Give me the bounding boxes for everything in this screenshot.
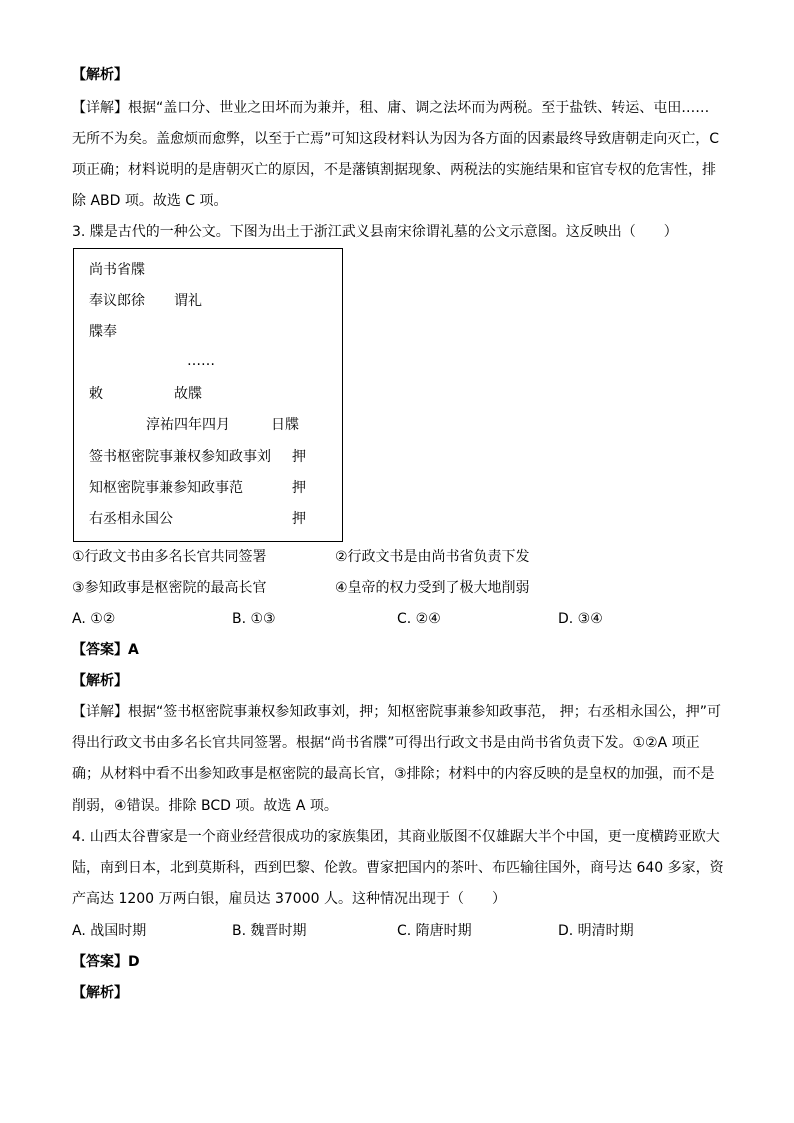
box-line: 知枢密院事兼参知政事范: [89, 480, 243, 496]
analysis-heading: 【解析】: [72, 67, 128, 83]
box-line: 日牒: [271, 417, 299, 433]
answer-label: 【答案】D: [72, 954, 140, 970]
detail-line: 确；从材料中看不出参知政事是枢密院的最高长官，③排除；材料中的内容反映的是皇权的加强，而不是: [72, 766, 715, 782]
option-c: C. 隋唐时期: [397, 923, 472, 939]
question-4-stem: 产高达 1200 万两白银，雇员达 37000 人。这种情况出现于（ ）: [72, 891, 506, 907]
answer-label: 【答案】A: [72, 642, 139, 658]
option-a: A. ①②: [72, 611, 116, 627]
box-line: 右丞相永国公: [89, 511, 173, 527]
box-line: 签书枢密院事兼权参知政事刘: [89, 449, 271, 465]
detail-line: 无所不为矣。盖愈烦而愈弊，以至于亡焉”可知这段材料认为因为各方面的因素最终导致唐朝走向灭亡，C: [72, 131, 720, 147]
option-c: C. ②④: [397, 611, 441, 627]
detail-line: 项正确；材料说明的是唐朝灭亡的原因，不是藩镇割据现象、两税法的实施结果和宦官专权的危害性，排: [72, 162, 716, 178]
detail-line: 【详解】根据“盖口分、世业之田坏而为兼并，租、庸、调之法坏而为两税。至于盐铁、转运、屯田……: [72, 100, 710, 116]
box-line: 押: [292, 511, 306, 527]
statement-item: ①行政文书由多名长官共同签署: [72, 549, 267, 565]
box-line: 押: [292, 449, 306, 465]
analysis-heading: 【解析】: [72, 673, 128, 689]
detail-line: 得出行政文书由多名长官共同签署。根据“尚书省牒”可得出行政文书是由尚书省负责下发。①②A 项正: [72, 735, 700, 751]
detail-line: 【详解】根据“签书枢密院事兼权参知政事刘，押；知枢密院事兼参知政事范， 押；右丞相永国公，押”可: [72, 704, 721, 720]
box-line: 押: [292, 480, 306, 496]
analysis-heading: 【解析】: [72, 985, 128, 1001]
detail-line: 削弱，④错误。排除 BCD 项。故选 A 项。: [72, 798, 338, 814]
box-line: 奉议郎徐: [89, 293, 145, 309]
option-d: D. ③④: [558, 611, 603, 627]
box-ellipsis: ……: [187, 353, 215, 369]
statement-item: ④皇帝的权力受到了极大地削弱: [335, 580, 530, 596]
box-line: 淳祐四年四月: [146, 417, 230, 433]
detail-line: 除 ABD 项。故选 C 项。: [72, 193, 228, 209]
option-d: D. 明清时期: [558, 923, 634, 939]
statement-item: ②行政文书是由尚书省负责下发: [335, 549, 530, 565]
document-illustration-box: [73, 248, 343, 542]
option-b: B. 魏晋时期: [232, 923, 307, 939]
box-line: 尚书省牒: [89, 262, 145, 278]
question-3-stem: 3. 牒是古代的一种公文。下图为出土于浙江武义县南宋徐谓礼墓的公文示意图。这反映出（ ）: [72, 224, 678, 240]
box-line: 故牒: [174, 386, 202, 402]
question-4-stem: 陆，南到日本，北到莫斯科，西到巴黎、伦敦。曹家把国内的茶叶、布匹输往国外，商号达 640 多家，资: [72, 860, 724, 876]
box-line: 敕: [89, 386, 103, 402]
box-line: 谓礼: [174, 293, 202, 309]
question-4-stem: 4. 山西太谷曹家是一个商业经营很成功的家族集团，其商业版图不仅雄踞大半个中国，更一度横跨亚欧大: [72, 829, 720, 845]
box-line: 牒奉: [89, 324, 117, 340]
option-a: A. 战国时期: [72, 923, 147, 939]
option-b: B. ①③: [232, 611, 276, 627]
statement-item: ③参知政事是枢密院的最高长官: [72, 580, 267, 596]
